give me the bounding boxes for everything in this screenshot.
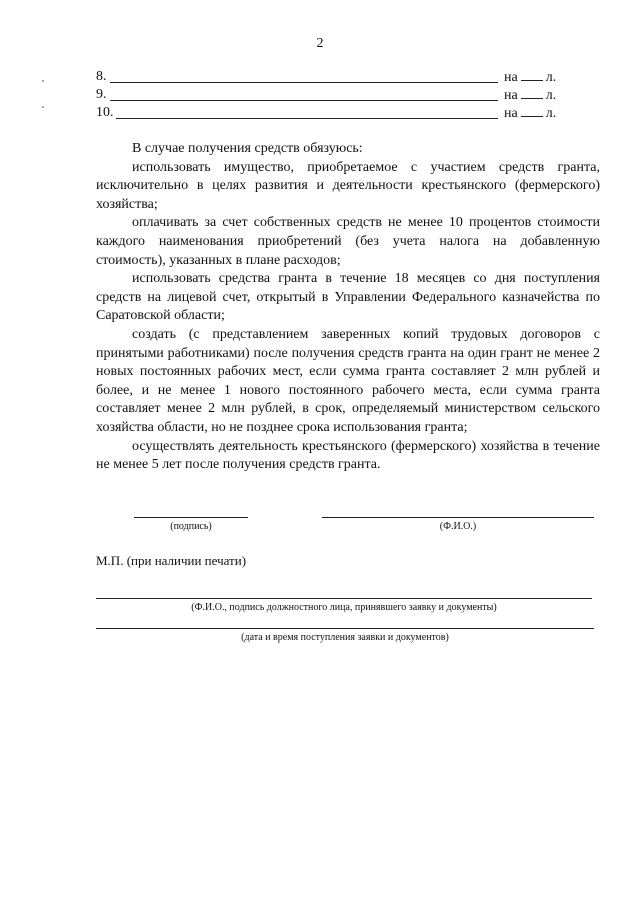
obligation-paragraph: использовать имущество, приобретаемое с участием средств гранта, исключительно в целях развития и деятельности крестьянского (фермерского) хозяйства; (96, 159, 600, 212)
obligation-paragraph: использовать средства гранта в течение 18 месяцев со дня поступления средств на лицевой счет, открытый в Управлении Федерального казначейства по Саратовской области; (96, 271, 600, 324)
blank-short-line (521, 104, 543, 117)
row-number: 8. (96, 69, 107, 84)
stamp-label: М.П. (при наличии печати) (96, 553, 247, 568)
blank-short-line (521, 68, 543, 81)
obligation-paragraph: создать (с представлением заверенных копий трудовых договоров с принятыми работниками) после получения средств гранта на один грант не менее 2 новых постоянных рабочих мест, если сумма гранта составляет 2 млн рублей и более, и не менее 1 нового постоянного рабочего места, если сумма гранта составляет менее 2 млн рублей, в срок, определяемый министерством сельского хозяйства области, но не позднее срока использования гранта; (96, 326, 600, 435)
datetime-caption: (дата и время поступления заявки и документов) (241, 632, 449, 643)
row-number: 9. (96, 87, 107, 102)
obligation-paragraph: осуществлять деятельность крестьянского (фермерского) хозяйства в течение не менее 5 лет после получения средств гранта. (96, 438, 600, 473)
blank-line (116, 118, 498, 119)
scan-speck (42, 80, 44, 82)
blank-short-line (521, 86, 543, 99)
fio-caption: (Ф.И.О.) (439, 521, 477, 532)
sheets-field: на л. (504, 70, 557, 85)
datetime-line (96, 628, 594, 629)
obligations-text (96, 140, 600, 475)
obligations-intro: В случае получения средств обязуюсь: (132, 141, 363, 156)
fio-line (322, 517, 594, 518)
official-caption: (Ф.И.О., подпись должностного лица, принявшего заявку и документы) (191, 602, 497, 613)
blank-line (110, 100, 498, 101)
sheets-field: на л. (504, 88, 557, 103)
page-number: 2 (316, 36, 324, 51)
obligation-paragraph: оплачивать за счет собственных средств не менее 10 процентов стоимости каждого наименования приобретений (без учета налога на добавленную стоимость), указанных в плане расходов; (96, 215, 600, 268)
signature-caption: (подпись) (170, 521, 212, 532)
row-number: 10. (96, 105, 114, 120)
official-line (96, 598, 592, 599)
sheets-field: на л. (504, 106, 557, 121)
scan-speck (42, 106, 44, 108)
blank-line (110, 82, 498, 83)
signature-line (134, 517, 248, 518)
